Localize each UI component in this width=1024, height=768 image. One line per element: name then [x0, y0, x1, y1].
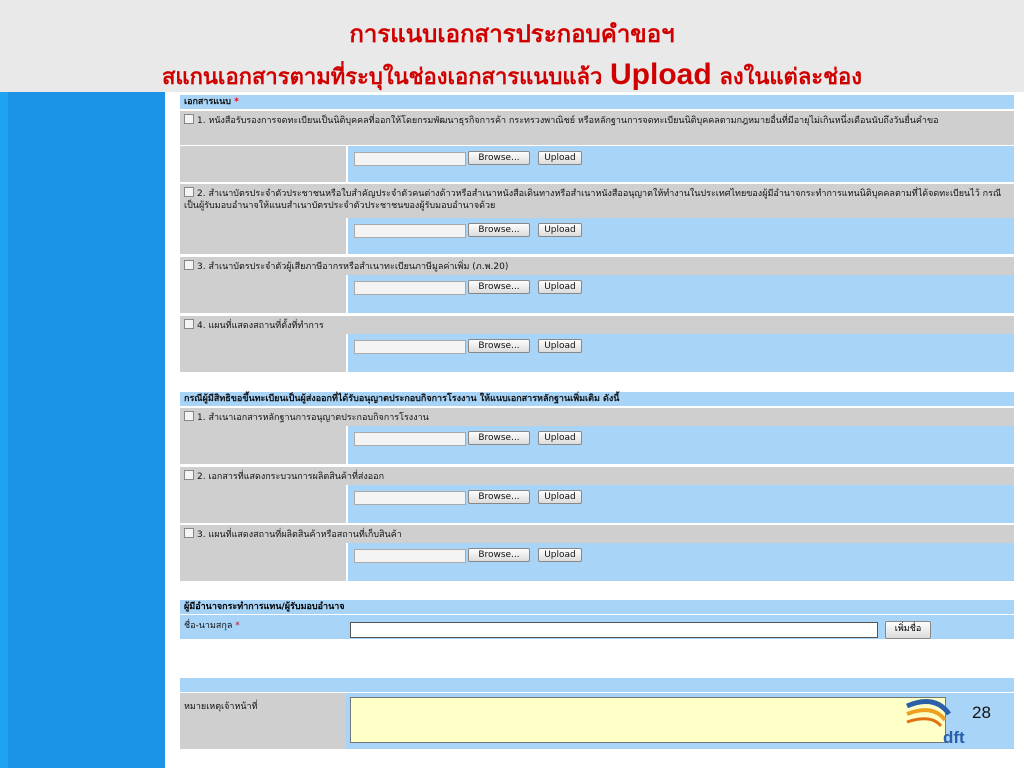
upload-button[interactable]: Upload [538, 490, 582, 504]
left-sidebar [0, 92, 165, 768]
checkbox[interactable] [184, 187, 194, 197]
subtitle-text-after: ลงในแต่ละช่อง [711, 64, 863, 90]
doc-item-label: 3. แผนที่แสดงสถานที่ผลิตสินค้าหรือสถานที่เก็บสินค้า [197, 530, 402, 540]
doc-item-label: 4. แผนที่แสดงสถานที่ตั้งที่ทำการ [197, 321, 324, 331]
exporter-upload-row-1 [180, 426, 1014, 464]
attachments-label: เอกสารแนบ [184, 97, 231, 107]
file-path-input[interactable] [354, 281, 466, 295]
slide-title: การแนบเอกสารประกอบคำขอฯ [349, 19, 675, 48]
file-path-input[interactable] [354, 224, 466, 238]
exporter-item-2 [180, 467, 1014, 485]
exporter-upload-row-3 [180, 543, 1014, 581]
upload-button[interactable]: Upload [538, 339, 582, 353]
doc-item-label: 2. เอกสารที่แสดงกระบวนการผลิตสินค้าที่ส่งออก [197, 472, 385, 482]
checkbox[interactable] [184, 528, 194, 538]
name-label-text: ชื่อ-นามสกุล [184, 621, 233, 631]
row-label-cell [180, 485, 346, 523]
section-divider [180, 678, 1014, 692]
name-input[interactable] [350, 622, 878, 638]
file-path-input[interactable] [354, 152, 466, 166]
row-label-cell [180, 146, 346, 182]
row-label-cell [180, 543, 346, 581]
file-upload-row-1 [180, 146, 1014, 182]
subtitle-upload-word: Upload [610, 58, 712, 91]
row-field-cell [348, 334, 1014, 372]
upload-button[interactable]: Upload [538, 151, 582, 165]
file-path-input[interactable] [354, 549, 466, 563]
dft-logo-text: dft [943, 728, 965, 747]
exporter-heading: กรณีผู้มีสิทธิขอขึ้นทะเบียนเป็นผู้ส่งออกที่ได้รับอนุญาตประกอบกิจการโรงงาน ให้แนบเอกสารหลักฐานเพิ่มเติม ดังนี้ [180, 392, 1014, 406]
officer-note-label: หมายเหตุเจ้าหน้าที่ [180, 693, 346, 749]
exporter-item-3 [180, 525, 1014, 543]
checkbox[interactable] [184, 319, 194, 329]
doc-item-label: 3. สำเนาบัตรประจำตัวผู้เสียภาษีอากรหรือสำเนาทะเบียนภาษีมูลค่าเพิ่ม (ภ.พ.20) [197, 262, 509, 272]
doc-item-label: 2. สำเนาบัตรประจำตัวประชาชนหรือใบสำคัญประจำตัวคนต่างด้าวหรือสำเนาหนังสือเดินทางหรือสำเนาหนังสืออนุญาตให้ทำงานในประเทศไทยของผู้มีอำนาจกระทำการแทนนิติบุคคลตามที่ได้จดทะเบียนไว้ กรณีเป็นผู้รับมอบอำนาจให้แนบสำเนาบัตรประจำตัวประชาชนของผู้รับมอบอำนาจด้วย [184, 189, 1002, 211]
row-field-cell [348, 275, 1014, 313]
browse-button[interactable]: Browse... [468, 223, 530, 237]
exporter-item-1 [180, 408, 1014, 426]
upload-button[interactable]: Upload [538, 223, 582, 237]
subtitle-text-before: สแกนเอกสารตามที่ระบุในช่องเอกสารแนบแล้ว [161, 64, 611, 90]
file-upload-row-2 [180, 218, 1014, 254]
file-path-input[interactable] [354, 432, 466, 446]
row-field-cell [348, 485, 1014, 523]
upload-button[interactable]: Upload [538, 548, 582, 562]
checkbox[interactable] [184, 411, 194, 421]
authority-heading: ผู้มีอำนาจกระทำการแทน/ผู้รับมอบอำนาจ [180, 600, 1014, 614]
checkbox[interactable] [184, 470, 194, 480]
file-upload-row-4 [180, 334, 1014, 372]
browse-button[interactable]: Browse... [468, 151, 530, 165]
name-label [184, 618, 240, 632]
row-label-cell [180, 275, 346, 313]
row-field-cell [348, 218, 1014, 254]
doc-item-label: 1. สำเนาเอกสารหลักฐานการอนุญาตประกอบกิจการโรงงาน [197, 413, 429, 423]
file-path-input[interactable] [354, 340, 466, 354]
attachments-heading [180, 95, 1014, 109]
slide-subtitle [0, 58, 1024, 94]
row-label-cell [180, 218, 346, 254]
browse-button[interactable]: Browse... [468, 490, 530, 504]
doc-item-label: 1. หนังสือรับรองการจดทะเบียนเป็นนิติบุคคลที่ออกให้โดยกรมพัฒนาธุรกิจการค้า กระทรวงพาณิชย์ หรือหลักฐานการจดทะเบียนนิติบุคคลตามกฎหมายอื่นที่มีอายุไม่เกินหนึ่งเดือนนับถึงวันยื่นคำขอ [197, 116, 939, 126]
doc-item-3 [180, 257, 1014, 275]
officer-note-row [180, 693, 1014, 749]
doc-item-1 [180, 111, 1014, 145]
form-area [176, 92, 1014, 768]
exporter-upload-row-2 [180, 485, 1014, 523]
officer-note-textarea[interactable] [350, 697, 946, 743]
checkbox[interactable] [184, 114, 194, 124]
upload-button[interactable]: Upload [538, 280, 582, 294]
file-path-input[interactable] [354, 491, 466, 505]
name-row [180, 615, 1014, 639]
upload-button[interactable]: Upload [538, 431, 582, 445]
slide-header [0, 0, 1024, 92]
browse-button[interactable]: Browse... [468, 548, 530, 562]
required-mark: * [234, 97, 239, 107]
row-field-cell [348, 146, 1014, 182]
file-upload-row-3 [180, 275, 1014, 313]
row-field-cell [348, 543, 1014, 581]
doc-item-4 [180, 316, 1014, 334]
row-field-cell [348, 426, 1014, 464]
page-number: 28 [972, 703, 991, 722]
left-sidebar-panel [8, 92, 165, 768]
doc-item-2 [180, 184, 1014, 218]
row-label-cell [180, 334, 346, 372]
required-mark: * [235, 621, 240, 631]
browse-button[interactable]: Browse... [468, 280, 530, 294]
browse-button[interactable]: Browse... [468, 339, 530, 353]
checkbox[interactable] [184, 260, 194, 270]
browse-button[interactable]: Browse... [468, 431, 530, 445]
row-label-cell [180, 426, 346, 464]
add-name-button[interactable]: เพิ่มชื่อ [885, 621, 931, 639]
